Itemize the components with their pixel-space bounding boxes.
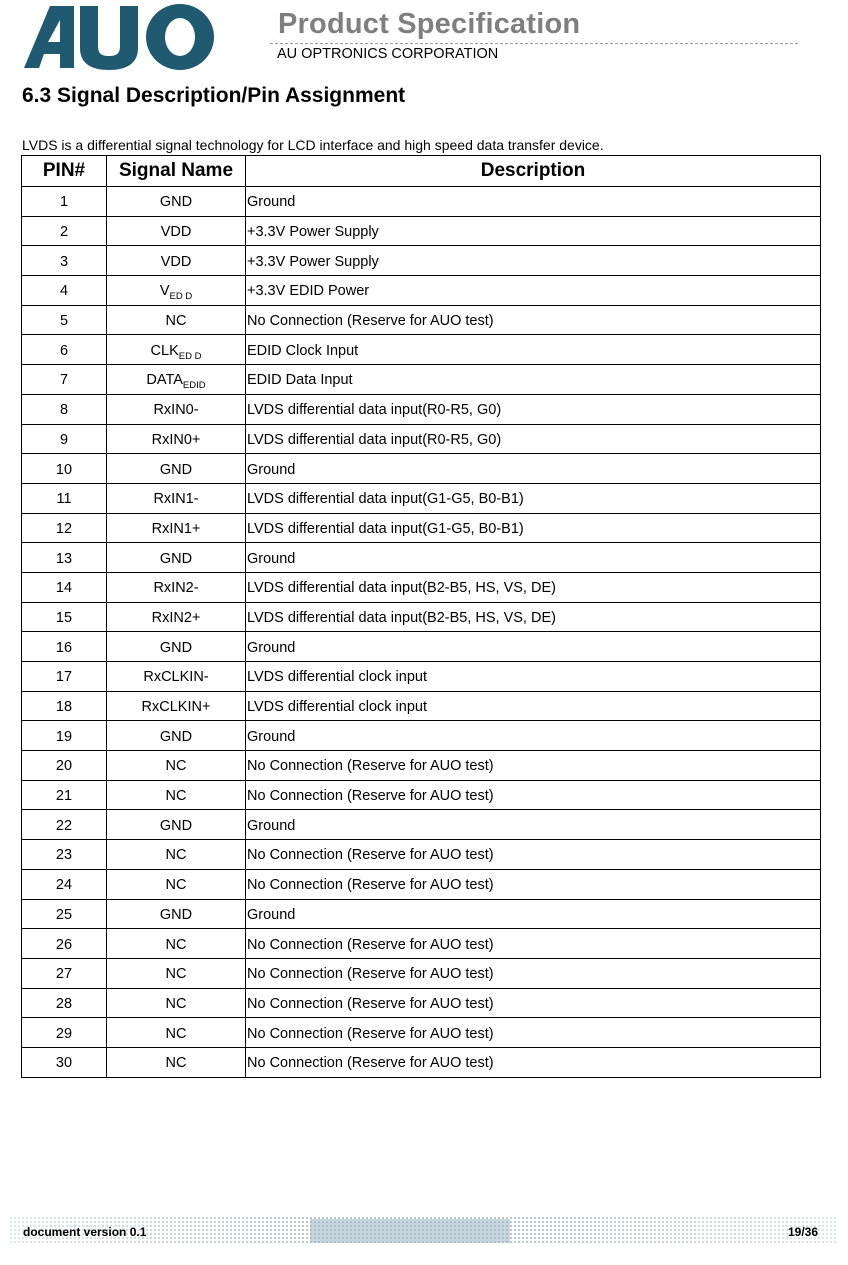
table-row bbox=[22, 483, 821, 513]
signal-description bbox=[246, 929, 821, 959]
company-name: AU OPTRONICS CORPORATION bbox=[277, 46, 499, 62]
table-row bbox=[22, 780, 821, 810]
signal-description bbox=[246, 513, 821, 543]
signal-description-text: +3.3V Power Supply bbox=[247, 253, 379, 270]
signal-description bbox=[246, 276, 821, 306]
signal-name bbox=[107, 780, 246, 810]
signal-name bbox=[107, 365, 246, 395]
signal-name bbox=[107, 394, 246, 424]
pin-number-text: 4 bbox=[59, 283, 69, 300]
pin-number-text: 24 bbox=[55, 877, 73, 894]
signal-name bbox=[107, 1047, 246, 1077]
signal-name-text: RxIN2+ bbox=[151, 609, 201, 626]
pin-number bbox=[22, 691, 107, 721]
signal-name-wrap bbox=[146, 372, 206, 392]
table-row bbox=[22, 454, 821, 484]
signal-description bbox=[246, 721, 821, 751]
signal-description-text: LVDS differential data input(G1-G5, B0-B1) bbox=[247, 520, 524, 537]
signal-name-text: NC bbox=[165, 313, 187, 330]
signal-name bbox=[107, 276, 246, 306]
pin-number bbox=[22, 869, 107, 899]
signal-description bbox=[246, 394, 821, 424]
signal-description-text: LVDS differential data input(G1-G5, B0-B1) bbox=[247, 491, 524, 508]
signal-name-text: V bbox=[159, 283, 170, 300]
signal-name bbox=[107, 187, 246, 217]
document-title: Product Specification bbox=[278, 8, 581, 40]
signal-name-text: RxIN1+ bbox=[151, 520, 201, 537]
page-header bbox=[0, 0, 848, 80]
signal-description-text: LVDS differential data input(B2-B5, HS, VS, DE) bbox=[247, 609, 556, 626]
signal-description bbox=[246, 691, 821, 721]
table-row bbox=[22, 394, 821, 424]
signal-name bbox=[107, 483, 246, 513]
signal-description-text: Ground bbox=[247, 550, 296, 567]
signal-name bbox=[107, 840, 246, 870]
signal-name-text: NC bbox=[165, 995, 187, 1012]
pin-number-text: 19 bbox=[55, 728, 73, 745]
signal-name-text: GND bbox=[159, 728, 193, 745]
signal-description bbox=[246, 899, 821, 929]
signal-description-text: No Connection (Reserve for AUO test) bbox=[247, 877, 494, 894]
signal-description-text: Ground bbox=[247, 817, 296, 834]
signal-name bbox=[107, 424, 246, 454]
signal-name-text: NC bbox=[165, 936, 187, 953]
table-row bbox=[22, 1018, 821, 1048]
pin-number-text: 30 bbox=[55, 1055, 73, 1072]
pin-number-text: 8 bbox=[59, 402, 69, 419]
table-row bbox=[22, 305, 821, 335]
pin-number-text: 14 bbox=[55, 580, 73, 597]
pin-number-text: 5 bbox=[59, 313, 69, 330]
signal-description bbox=[246, 988, 821, 1018]
auo-logo bbox=[22, 4, 214, 70]
pin-number bbox=[22, 216, 107, 246]
signal-name bbox=[107, 751, 246, 781]
pin-number-text: 13 bbox=[55, 550, 73, 567]
signal-name-subscript: ED D bbox=[169, 291, 193, 303]
signal-description bbox=[246, 1047, 821, 1077]
signal-description-text: Ground bbox=[247, 728, 296, 745]
signal-name-text: RxCLKIN+ bbox=[141, 699, 211, 716]
table-row bbox=[22, 216, 821, 246]
signal-name-text: VDD bbox=[160, 224, 192, 241]
table-row bbox=[22, 246, 821, 276]
signal-name-wrap bbox=[159, 283, 193, 303]
table-row bbox=[22, 424, 821, 454]
signal-description-text: No Connection (Reserve for AUO test) bbox=[247, 847, 494, 864]
signal-description bbox=[246, 483, 821, 513]
signal-name-text: NC bbox=[165, 1055, 187, 1072]
signal-name bbox=[107, 988, 246, 1018]
signal-description-text: No Connection (Reserve for AUO test) bbox=[247, 966, 494, 983]
signal-description bbox=[246, 840, 821, 870]
table-row bbox=[22, 276, 821, 306]
table-header-row bbox=[22, 156, 821, 187]
pin-number-text: 16 bbox=[55, 639, 73, 656]
table-row bbox=[22, 929, 821, 959]
table-row bbox=[22, 365, 821, 395]
signal-name bbox=[107, 305, 246, 335]
signal-description bbox=[246, 572, 821, 602]
signal-name bbox=[107, 691, 246, 721]
signal-description bbox=[246, 662, 821, 692]
pin-number-text: 25 bbox=[55, 906, 73, 923]
signal-description bbox=[246, 187, 821, 217]
signal-name-text: GND bbox=[159, 194, 193, 211]
pin-number bbox=[22, 780, 107, 810]
signal-name-text: RxIN1- bbox=[153, 491, 199, 508]
intro-text: LVDS is a differential signal technology for LCD interface and high speed data transfer device. bbox=[22, 137, 604, 153]
pin-assignment-table bbox=[21, 155, 821, 1078]
pin-number bbox=[22, 394, 107, 424]
signal-description-text: No Connection (Reserve for AUO test) bbox=[247, 1055, 494, 1072]
table-row bbox=[22, 662, 821, 692]
signal-name bbox=[107, 662, 246, 692]
pin-number-text: 28 bbox=[55, 995, 73, 1012]
signal-description bbox=[246, 543, 821, 573]
signal-description-text: EDID Clock Input bbox=[247, 342, 359, 359]
pin-number bbox=[22, 929, 107, 959]
pin-number bbox=[22, 513, 107, 543]
pin-number bbox=[22, 1047, 107, 1077]
signal-name bbox=[107, 810, 246, 840]
pin-number-text: 21 bbox=[55, 788, 73, 805]
header-pin: PIN# bbox=[22, 156, 107, 187]
pin-number-text: 9 bbox=[59, 431, 69, 448]
header-description: Description bbox=[246, 156, 821, 187]
signal-name-text: RxIN0- bbox=[153, 402, 199, 419]
table-row bbox=[22, 869, 821, 899]
signal-name-text: NC bbox=[165, 758, 187, 775]
signal-description bbox=[246, 780, 821, 810]
signal-name bbox=[107, 454, 246, 484]
signal-name bbox=[107, 246, 246, 276]
table-row bbox=[22, 691, 821, 721]
table-row bbox=[22, 988, 821, 1018]
signal-description bbox=[246, 632, 821, 662]
signal-name-text: GND bbox=[159, 906, 193, 923]
pin-number bbox=[22, 840, 107, 870]
signal-name-text: NC bbox=[165, 1025, 187, 1042]
signal-name-text: CLK bbox=[150, 342, 179, 359]
signal-description-text: LVDS differential clock input bbox=[247, 669, 428, 686]
signal-description-text: No Connection (Reserve for AUO test) bbox=[247, 788, 494, 805]
signal-name-text: NC bbox=[165, 966, 187, 983]
pin-number-text: 17 bbox=[55, 669, 73, 686]
pin-number bbox=[22, 810, 107, 840]
signal-name bbox=[107, 721, 246, 751]
signal-name bbox=[107, 543, 246, 573]
signal-name bbox=[107, 869, 246, 899]
pin-number-text: 1 bbox=[59, 194, 69, 211]
signal-description bbox=[246, 869, 821, 899]
pin-number-text: 18 bbox=[55, 699, 73, 716]
table-row bbox=[22, 602, 821, 632]
pin-number-text: 12 bbox=[55, 520, 73, 537]
header-signal-name: Signal Name bbox=[107, 156, 246, 187]
pin-number bbox=[22, 454, 107, 484]
signal-name-text: RxIN0+ bbox=[151, 431, 201, 448]
signal-name bbox=[107, 216, 246, 246]
signal-description bbox=[246, 751, 821, 781]
pin-number bbox=[22, 276, 107, 306]
pin-number-text: 6 bbox=[59, 342, 69, 359]
pin-number bbox=[22, 751, 107, 781]
signal-description-text: Ground bbox=[247, 906, 296, 923]
signal-name bbox=[107, 958, 246, 988]
table-row bbox=[22, 958, 821, 988]
pin-number bbox=[22, 632, 107, 662]
signal-name-text: GND bbox=[159, 639, 193, 656]
pin-number bbox=[22, 543, 107, 573]
signal-name bbox=[107, 929, 246, 959]
signal-description-text: No Connection (Reserve for AUO test) bbox=[247, 936, 494, 953]
signal-description-text: LVDS differential data input(R0-R5, G0) bbox=[247, 402, 502, 419]
signal-description bbox=[246, 216, 821, 246]
signal-description-text: +3.3V Power Supply bbox=[247, 224, 379, 241]
signal-name bbox=[107, 513, 246, 543]
table-row bbox=[22, 810, 821, 840]
table-row bbox=[22, 751, 821, 781]
pin-number bbox=[22, 335, 107, 365]
signal-name-text: NC bbox=[165, 847, 187, 864]
pin-number bbox=[22, 958, 107, 988]
pin-number-text: 27 bbox=[55, 966, 73, 983]
table-row bbox=[22, 840, 821, 870]
table-row bbox=[22, 513, 821, 543]
pin-number bbox=[22, 602, 107, 632]
header-divider bbox=[270, 43, 798, 44]
table-row bbox=[22, 572, 821, 602]
table-row bbox=[22, 335, 821, 365]
signal-name bbox=[107, 602, 246, 632]
signal-description-text: LVDS differential data input(B2-B5, HS, VS, DE) bbox=[247, 580, 556, 597]
signal-description-text: No Connection (Reserve for AUO test) bbox=[247, 758, 494, 775]
signal-description-text: No Connection (Reserve for AUO test) bbox=[247, 1025, 494, 1042]
signal-description bbox=[246, 246, 821, 276]
signal-name-text: RxCLKIN- bbox=[143, 669, 209, 686]
signal-name bbox=[107, 572, 246, 602]
section-title: 6.3 Signal Description/Pin Assignment bbox=[22, 84, 406, 107]
signal-name-text: RxIN2- bbox=[153, 580, 199, 597]
signal-name-text: DATA bbox=[146, 372, 183, 389]
pin-number-text: 22 bbox=[55, 817, 73, 834]
pin-number bbox=[22, 483, 107, 513]
table-row bbox=[22, 543, 821, 573]
pin-number-text: 3 bbox=[59, 253, 69, 270]
signal-description bbox=[246, 335, 821, 365]
signal-description-text: Ground bbox=[247, 194, 296, 211]
pin-number bbox=[22, 572, 107, 602]
pin-number bbox=[22, 899, 107, 929]
pin-number bbox=[22, 662, 107, 692]
pin-number-text: 2 bbox=[59, 224, 69, 241]
pin-number bbox=[22, 1018, 107, 1048]
signal-description-text: Ground bbox=[247, 639, 296, 656]
pin-number bbox=[22, 187, 107, 217]
signal-name bbox=[107, 1018, 246, 1048]
signal-description-text: LVDS differential clock input bbox=[247, 699, 428, 716]
signal-name-text: VDD bbox=[160, 253, 192, 270]
signal-description-text: LVDS differential data input(R0-R5, G0) bbox=[247, 431, 502, 448]
signal-name-subscript: ED D bbox=[178, 350, 202, 362]
signal-description-text: No Connection (Reserve for AUO test) bbox=[247, 313, 494, 330]
pin-number-text: 26 bbox=[55, 936, 73, 953]
pin-number bbox=[22, 365, 107, 395]
signal-description-text: EDID Data Input bbox=[247, 372, 353, 389]
table-row bbox=[22, 1047, 821, 1077]
signal-name-text: GND bbox=[159, 817, 193, 834]
pin-number-text: 29 bbox=[55, 1025, 73, 1042]
signal-description bbox=[246, 958, 821, 988]
table-row bbox=[22, 721, 821, 751]
signal-description bbox=[246, 1018, 821, 1048]
pin-number-text: 23 bbox=[55, 847, 73, 864]
pin-number-text: 11 bbox=[56, 491, 72, 508]
pin-number-text: 10 bbox=[55, 461, 73, 478]
signal-description bbox=[246, 365, 821, 395]
table-row bbox=[22, 632, 821, 662]
signal-name-wrap bbox=[150, 342, 202, 362]
pin-number bbox=[22, 305, 107, 335]
signal-description bbox=[246, 602, 821, 632]
signal-description-text: Ground bbox=[247, 461, 296, 478]
signal-name bbox=[107, 632, 246, 662]
pin-number-text: 7 bbox=[59, 372, 69, 389]
table-row bbox=[22, 187, 821, 217]
page-number: 19/36 bbox=[788, 1225, 819, 1239]
table-row bbox=[22, 899, 821, 929]
signal-name-text: GND bbox=[159, 461, 193, 478]
signal-description bbox=[246, 810, 821, 840]
pin-number bbox=[22, 721, 107, 751]
pin-number-text: 20 bbox=[55, 758, 73, 775]
pin-number bbox=[22, 246, 107, 276]
signal-name-text: NC bbox=[165, 788, 187, 805]
signal-description bbox=[246, 305, 821, 335]
pin-number-text: 15 bbox=[55, 609, 73, 626]
signal-description-text: No Connection (Reserve for AUO test) bbox=[247, 995, 494, 1012]
signal-description bbox=[246, 424, 821, 454]
signal-description bbox=[246, 454, 821, 484]
signal-name bbox=[107, 899, 246, 929]
signal-name bbox=[107, 335, 246, 365]
signal-name-text: GND bbox=[159, 550, 193, 567]
document-version: document version 0.1 bbox=[23, 1225, 147, 1239]
pin-number bbox=[22, 424, 107, 454]
signal-description-text: +3.3V EDID Power bbox=[247, 283, 370, 300]
pin-number bbox=[22, 988, 107, 1018]
signal-name-subscript: EDID bbox=[182, 380, 206, 392]
signal-name-text: NC bbox=[165, 877, 187, 894]
